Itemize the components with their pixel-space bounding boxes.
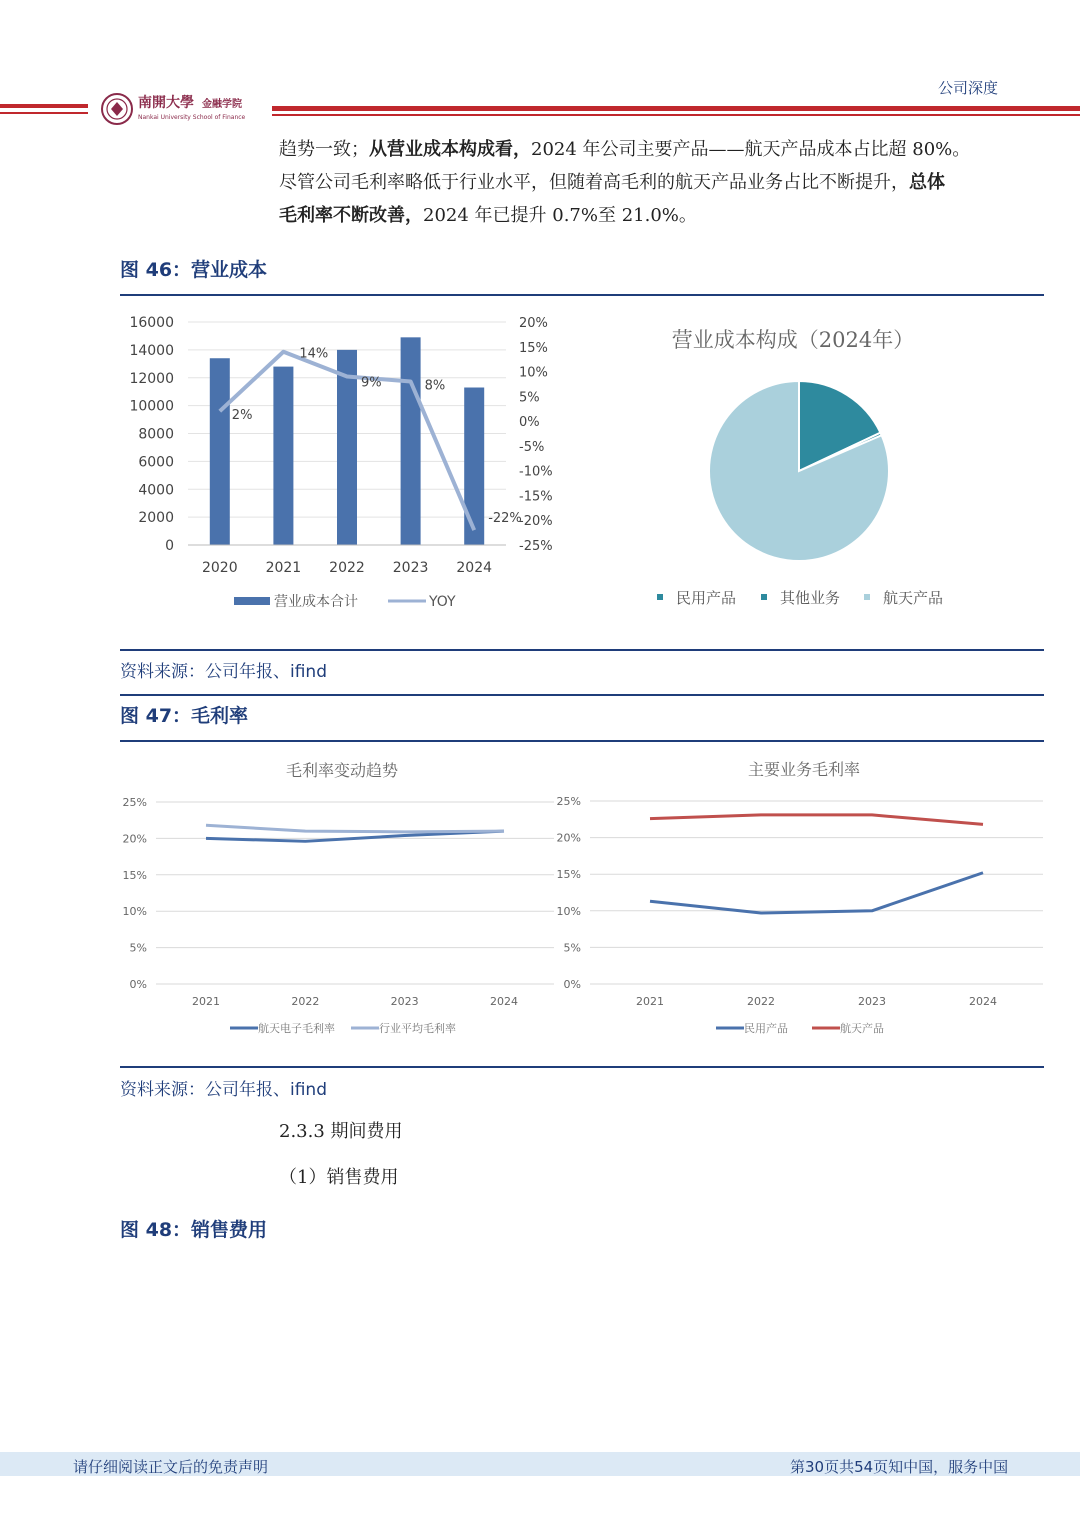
y-tick-label: 16000 — [129, 315, 174, 331]
x-tick-label: 2024 — [490, 995, 518, 1008]
y-tick-label: 25% — [556, 795, 581, 808]
university-logo — [100, 92, 268, 126]
chart-title: 毛利率变动趋势 — [285, 761, 399, 780]
y-tick-label: 6000 — [138, 454, 174, 471]
legend-swatch-bar — [234, 597, 270, 605]
yoy-data-label: 14% — [299, 346, 329, 362]
pie-title: 营业成本构成（2024年） — [671, 328, 915, 352]
y-tick-label: 0 — [165, 538, 174, 554]
legend-label-bar: 营业成本合计 — [274, 594, 358, 610]
figure-47-top-rule — [120, 740, 1044, 742]
y-tick-label: 14000 — [129, 342, 174, 359]
legend-swatch — [657, 594, 663, 600]
legend-label: 航天产品 — [840, 1022, 884, 1035]
bar-cost-2020 — [210, 358, 230, 545]
logo-subtitle: Nankai University School of Finance — [138, 114, 246, 121]
x-tick-label: 2024 — [456, 560, 493, 576]
legend-label: 行业平均毛利率 — [379, 1022, 456, 1035]
chart-title: 主要业务毛利率 — [747, 760, 861, 779]
header-rule-right-thin — [272, 114, 1080, 116]
figure-46-bottom-rule — [120, 649, 1044, 651]
y-tick-label: 10000 — [129, 398, 174, 415]
gross-margin-trend-chart — [120, 746, 560, 1051]
paragraph-line-1 — [279, 133, 970, 166]
y-tick-label: 20% — [122, 832, 147, 846]
y-tick-label: 15% — [122, 868, 147, 882]
business-margin-chart — [555, 746, 1045, 1051]
yoy-data-label: 2% — [231, 408, 253, 424]
legend-swatch — [864, 594, 870, 600]
text-run: 尽管公司毛利率略低于行业水平，但随着高毛利的航天产品业务占比不断提升， — [279, 172, 909, 193]
y-tick-label: 0% — [129, 978, 147, 991]
cost-structure-pie-chart — [620, 300, 1040, 630]
y2-tick-label: 15% — [519, 340, 548, 356]
y2-tick-label: -10% — [519, 464, 553, 480]
header-rule-right — [272, 106, 1080, 111]
bar-cost-2021 — [273, 367, 293, 545]
x-tick-label: 2022 — [747, 995, 775, 1008]
x-tick-label: 2022 — [291, 995, 320, 1008]
legend-label: 航天产品 — [883, 589, 944, 607]
header-rule-left-thin — [0, 112, 88, 114]
figure-47-bottom-rule — [120, 1066, 1044, 1068]
footer-disclaimer: 请仔细阅读正文后的免责声明 — [73, 1458, 269, 1476]
legend-label: 其他业务 — [780, 589, 841, 607]
y2-tick-label: -15% — [519, 489, 553, 505]
x-tick-label: 2022 — [329, 560, 365, 576]
header-rule-left — [0, 104, 88, 108]
legend-label-line: YOY — [429, 594, 456, 610]
figure-46-source: 资料来源：公司年报、ifind — [120, 662, 327, 682]
figure-46-top-rule — [120, 294, 1044, 296]
footer-page-info: 第30页共54页知中国，服务中国 — [790, 1458, 1009, 1476]
y-tick-label: 15% — [556, 868, 581, 882]
x-tick-label: 2020 — [201, 560, 238, 576]
x-tick-label: 2021 — [636, 995, 664, 1008]
y-tick-label: 25% — [122, 796, 147, 809]
x-tick-label: 2021 — [192, 995, 220, 1008]
yoy-data-label: 8% — [424, 378, 446, 394]
yoy-data-label: 9% — [361, 375, 382, 391]
y2-tick-label: -20% — [519, 514, 553, 530]
legend-label: 航天电子毛利率 — [258, 1022, 335, 1035]
x-tick-label: 2023 — [858, 995, 886, 1008]
legend-swatch — [761, 594, 767, 600]
y-tick-label: 5% — [129, 941, 147, 955]
figure-47-title: 图 47：毛利率 — [120, 705, 249, 727]
yoy-data-label: -22% — [488, 511, 522, 527]
text-run-bold: 毛利率不断改善， — [279, 205, 423, 226]
section-label: 公司深度 — [938, 79, 999, 97]
x-tick-label: 2023 — [392, 560, 429, 576]
paragraph-line-2 — [279, 166, 945, 199]
logo-title: 南開大學 — [138, 95, 194, 111]
figure-46-title: 图 46：营业成本 — [120, 259, 268, 281]
y-tick-label: 12000 — [129, 370, 174, 387]
y-tick-label: 0% — [563, 978, 581, 991]
x-tick-label: 2021 — [265, 560, 302, 576]
y2-tick-label: 0% — [519, 415, 540, 431]
y-tick-label: 5% — [563, 941, 581, 955]
legend-label: 民用产品 — [676, 589, 737, 607]
series-line-1 — [206, 825, 504, 832]
series-line-1 — [650, 815, 983, 825]
cost-bar-chart — [120, 300, 580, 630]
x-tick-label: 2023 — [390, 995, 419, 1008]
legend-label: 民用产品 — [744, 1022, 788, 1035]
paragraph-line-3 — [279, 199, 697, 232]
series-line-0 — [650, 873, 983, 913]
text-run: 2024 年公司主要产品——航天产品成本占比超 80%。 — [531, 139, 971, 160]
y2-tick-label: 10% — [519, 365, 548, 381]
university-seal-icon — [100, 92, 134, 126]
section-heading-2-3-3: 2.3.3 期间费用 — [279, 1121, 403, 1142]
text-run-bold: 总体 — [909, 172, 945, 193]
y2-tick-label: 5% — [519, 390, 540, 406]
figure-47-source: 资料来源：公司年报、ifind — [120, 1080, 327, 1100]
y-tick-label: 10% — [556, 904, 581, 918]
y-tick-label: 10% — [122, 905, 147, 919]
y2-tick-label: -25% — [519, 539, 553, 554]
figure-48-title: 图 48：销售费用 — [120, 1219, 268, 1241]
text-run-bold: 从营业成本构成看， — [369, 139, 531, 160]
figure-46-source-rule — [120, 694, 1044, 696]
y2-tick-label: -5% — [519, 439, 545, 455]
bar-cost-2023 — [401, 337, 421, 545]
logo-school: 金融学院 — [202, 99, 242, 110]
y-tick-label: 8000 — [138, 426, 174, 443]
y-tick-label: 4000 — [138, 482, 174, 499]
text-run: 趋势一致； — [279, 139, 369, 160]
x-tick-label: 2024 — [969, 995, 997, 1008]
y2-tick-label: 20% — [519, 316, 548, 331]
y-tick-label: 20% — [556, 831, 581, 845]
y-tick-label: 2000 — [138, 510, 174, 527]
subsection-heading-sales-expense: （1）销售费用 — [279, 1167, 399, 1188]
text-run: 2024 年已提升 0.7%至 21.0%。 — [423, 205, 697, 226]
bar-cost-2022 — [337, 350, 357, 545]
bar-cost-2024 — [464, 388, 484, 545]
